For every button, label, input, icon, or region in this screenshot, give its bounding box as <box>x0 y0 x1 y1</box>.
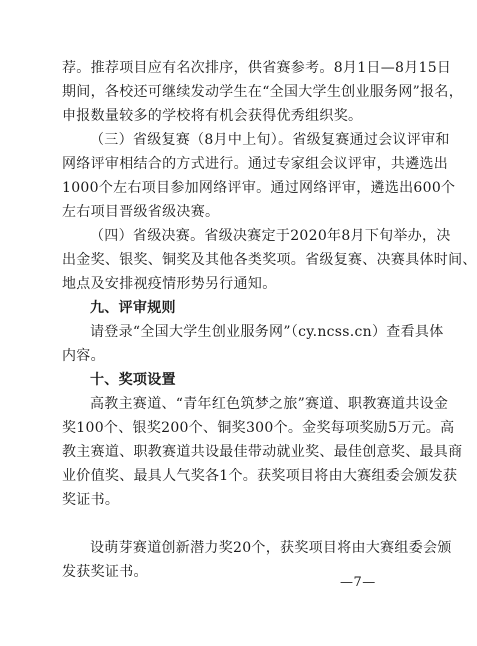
text-line <box>62 512 398 536</box>
text-line: 教主赛道、职教赛道共设最佳带动就业奖、最佳创意奖、最具商 <box>62 444 463 460</box>
text-line: 网络评审相结合的方式进行。通过专家组会议评审，共遴选出 <box>62 156 449 172</box>
text-line: 地点及安排视疫情形势另行通知。 <box>62 276 277 292</box>
text-line: 内容。 <box>62 348 105 364</box>
text-line: 奖证书。 <box>62 492 120 508</box>
section-heading: 九、评审规则 <box>90 300 176 316</box>
text-line: 出金奖、银奖、铜奖及其他各类奖项。省级复赛、决赛具体时间、 <box>62 252 477 268</box>
text-line: 左右项目晋级省级决赛。 <box>62 204 220 220</box>
text-line: 申报数量较多的学校将有机会获得优秀组织奖。 <box>62 108 363 124</box>
page-number: —7— <box>340 575 376 590</box>
text-line: 奖100个、银奖200个、铜奖300个。金奖每项奖励5万元。高 <box>62 420 455 436</box>
document-body <box>62 56 477 584</box>
text-line: （四）省级决赛。省级决赛定于2020年8月下旬举办，决 <box>90 228 451 244</box>
text-line: 设萌芽赛道创新潜力奖20个，获奖项目将由大赛组委会颁 <box>90 540 452 556</box>
section-heading: 十、奖项设置 <box>90 372 176 388</box>
text-line: 业价值奖、最具人气奖各1个。获奖项目将由大赛组委会颁发获 <box>62 468 458 484</box>
text-line: 请登录“全国大学生创业服务网”（cy.ncss.cn）查看具体 <box>90 324 444 340</box>
text-line: 1000个左右项目参加网络评审。通过网络评审，遴选出600个 <box>62 180 456 196</box>
text-line: 发获奖证书。 <box>62 564 148 580</box>
text-line: （三）省级复赛（8月中上旬）。省级复赛通过会议评审和 <box>90 132 450 148</box>
text-line: 荐。推荐项目应有名次排序，供省赛参考。8月1日—8月15日 <box>62 60 452 76</box>
text-line: 期间，各校还可继续发动学生在“全国大学生创业服务网”报名， <box>62 84 464 100</box>
text-line: 高教主赛道、“青年红色筑梦之旅”赛道、职教赛道共设金 <box>90 396 449 412</box>
